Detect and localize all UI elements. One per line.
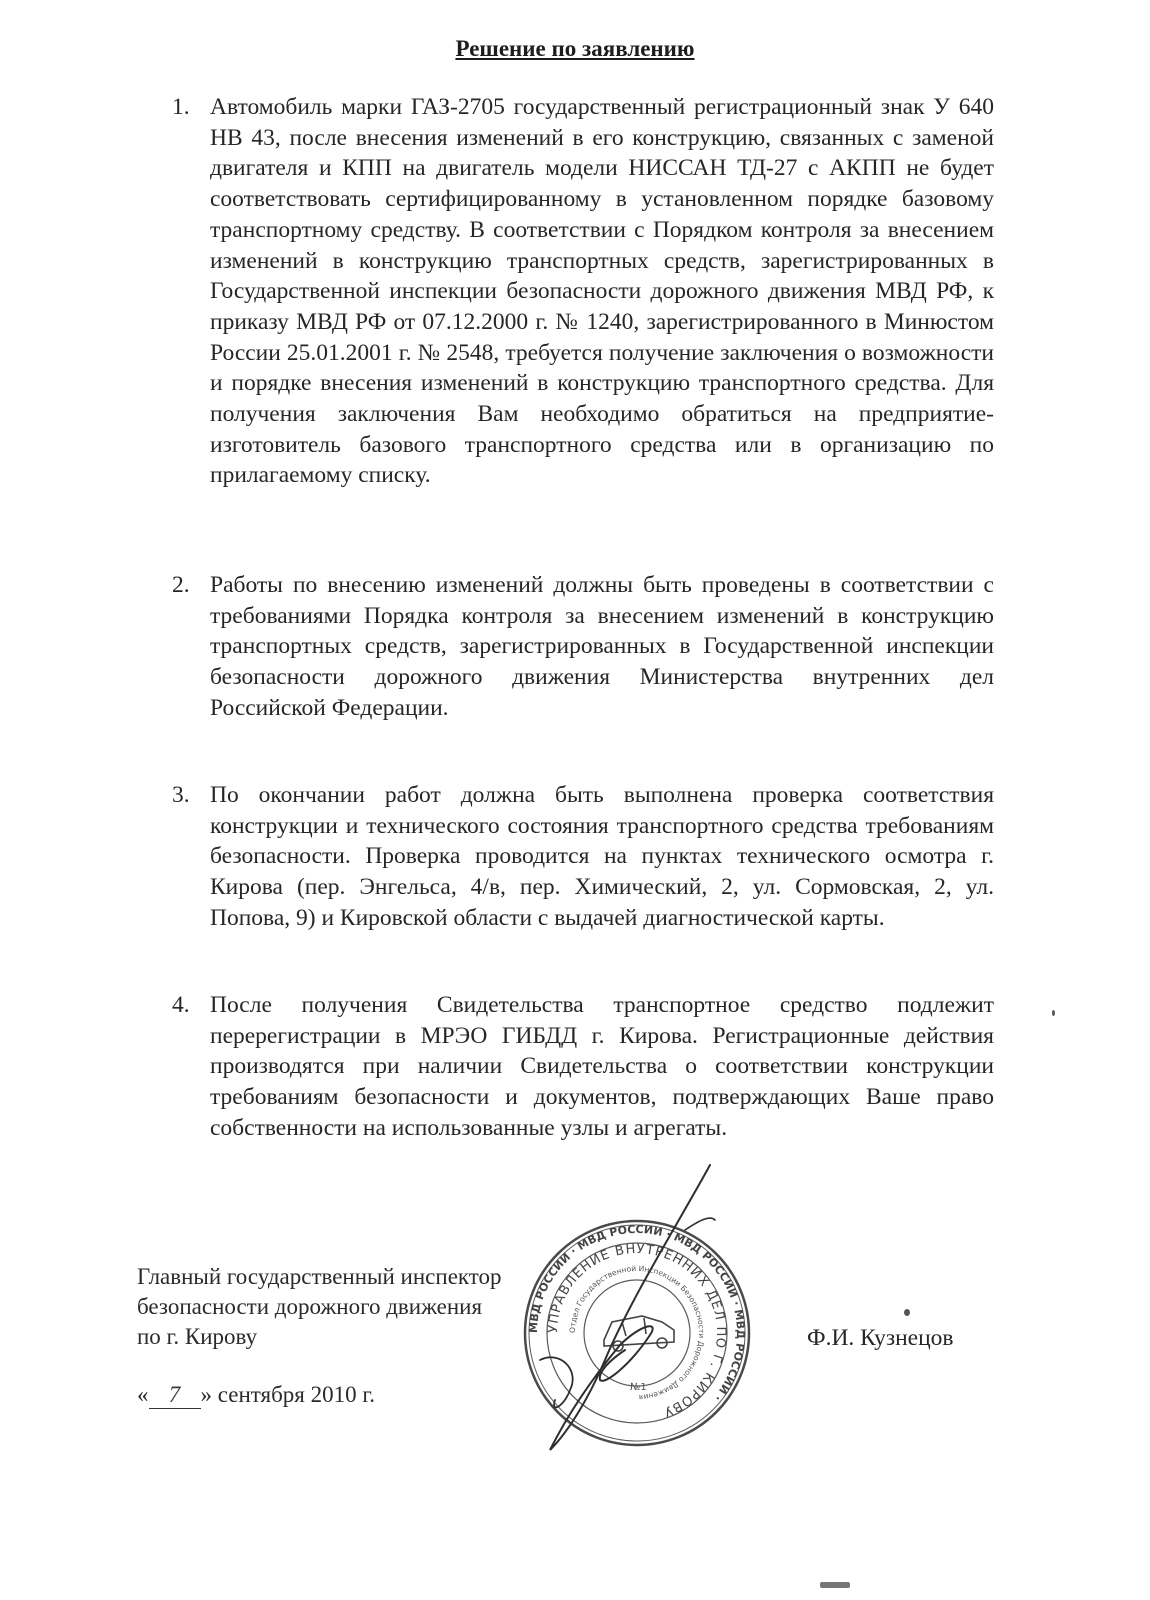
list-item-3 bbox=[172, 780, 994, 934]
date-open-quote: « bbox=[137, 1382, 149, 1407]
list-item-1 bbox=[172, 92, 994, 491]
signatory-position-line-1: Главный государственный инспектор bbox=[137, 1264, 502, 1289]
date-day-handwritten: 7 bbox=[149, 1382, 201, 1409]
item-text: По окончании работ должна быть выполнена проверка соответствия конструкции и технического состояния транспортного средства требованиям безопасности. Проверка проводится на пунктах технического осмотра г. Кирова (пер. Энгельса, 4/в, пер. Химический, 2, ул. Сормовская, 2, ул. Попова, 9) и Кировской области с выдачей диагностической карты. bbox=[210, 782, 994, 931]
stamp-number: №1 bbox=[630, 1382, 647, 1393]
signature-date bbox=[137, 1382, 375, 1409]
stamp-inner-text: Отдел Государственной Инспекции Безопасности Дорожного Движения bbox=[567, 1263, 707, 1403]
item-text: После получения Свидетельства транспортное средство подлежит перерегистрации в МРЭО ГИБДД г. Кирова. Регистрационные действия производятся при наличии Свидетельства о соответствии конструкции требованиям безопасности и документов, подтверждающих Ваше право собственности на использованные узлы и агрегаты. bbox=[210, 992, 994, 1141]
scan-speck bbox=[904, 1309, 910, 1316]
list-item-4 bbox=[172, 990, 994, 1144]
item-number: 1. bbox=[172, 94, 190, 120]
signatory-position-line-3: по г. Кирову bbox=[137, 1324, 258, 1349]
document-title: Решение по заявлению bbox=[455, 36, 695, 61]
signatory-position-line-2: безопасности дорожного движения bbox=[137, 1294, 483, 1319]
item-number: 3. bbox=[172, 782, 190, 808]
scan-speck bbox=[820, 1582, 850, 1588]
item-number: 4. bbox=[172, 992, 190, 1018]
item-number: 2. bbox=[172, 572, 190, 598]
list-item-2 bbox=[172, 570, 994, 724]
date-rest: » сентября 2010 г. bbox=[200, 1382, 375, 1407]
item-text: Работы по внесению изменений должны быть проведены в соответствии с требованиями Порядка контроля за внесением изменений в конструкцию транспортных средств, зарегистрированных в Государственной инспекции безопасности дорожного движения Министерства внутренних дел Российской Федерации. bbox=[210, 572, 994, 721]
stamp-outer-text: МВД РОССИИ · МВД РОССИИ · МВД РОССИИ · МВД РОССИИ · bbox=[526, 1222, 748, 1404]
handwritten-signature bbox=[510, 1160, 760, 1460]
signatory-name: Ф.И. Кузнецов bbox=[807, 1325, 954, 1351]
signatory-block bbox=[137, 1262, 502, 1352]
stamp-middle-text: УПРАВЛЕНИЕ ВНУТРЕННИХ ДЕЛ ПО Г. КИРОВУ bbox=[545, 1241, 729, 1420]
item-text: Автомобиль марки ГАЗ-2705 государственный регистрационный знак У 640 НВ 43, после внесения изменений в его конструкцию, связанных с заменой двигателя и КПП на двигатель модели НИССАН ТД-27 с АКПП не будет соответствовать сертифицированному в установленном порядке базовому транспортному средству. В соответствии с Порядком контроля за внесением изменений в конструкцию транспортных средств, зарегистрированных в Государственной инспекции безопасности дорожного движения МВД РФ, к приказу МВД РФ от 07.12.2000 г. № 1240, зарегистрированного в Минюстом России 25.01.2001 г. № 2548, требуется получение заключения о возможности и порядке внесения изменений в конструкцию транспортного средства. Для получения заключения Вам необходимо обратиться на предприятие-изготовитель базового транспортного средства или в организацию по прилагаемому списку. bbox=[210, 94, 994, 489]
scan-speck bbox=[1052, 1010, 1055, 1016]
